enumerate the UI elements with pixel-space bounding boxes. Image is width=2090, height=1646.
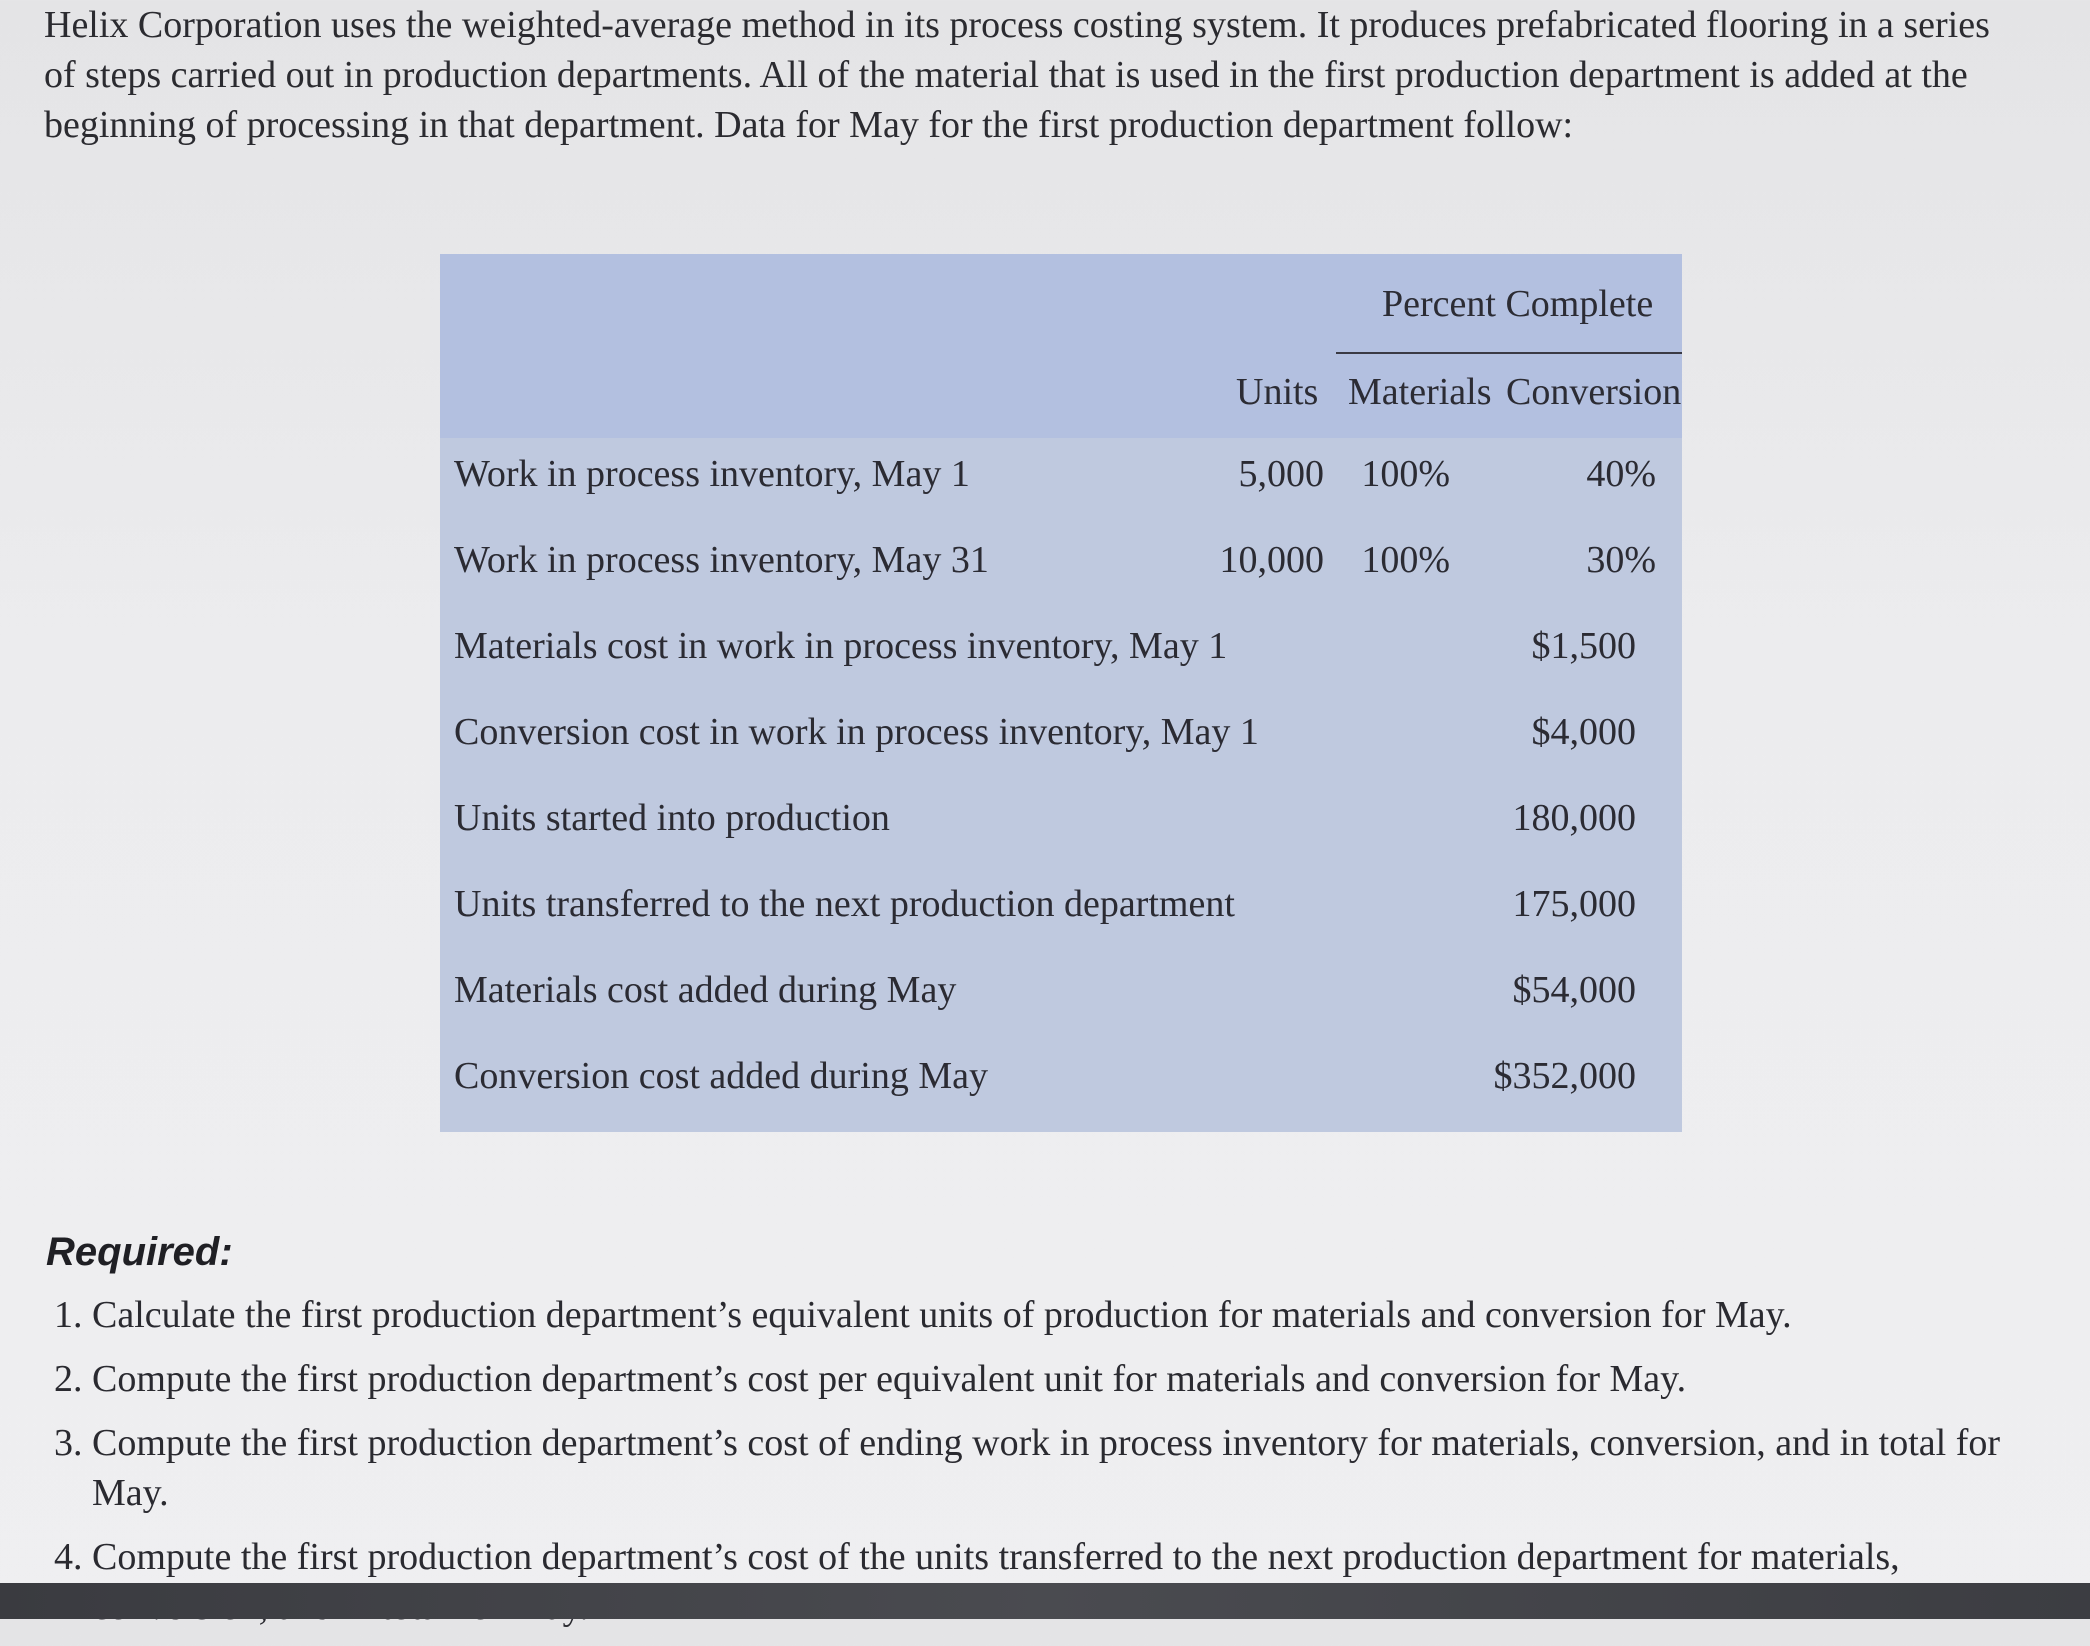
list-item [54,1290,2044,1340]
table-row [440,782,1682,868]
table-row [440,610,1682,696]
monitor-bezel [0,1583,2090,1619]
row-label: Work in process inventory, May 1 [454,453,970,495]
materials-cell: 100% [1361,453,1450,495]
conversion-cell: 30% [1586,539,1656,581]
units-cell: 5,000 [1238,453,1324,495]
value-cell: 175,000 [1512,883,1636,925]
row-label: Units started into production [454,797,890,839]
list-item [54,1418,2044,1518]
units-cell: 10,000 [1219,539,1324,581]
row-label: Work in process inventory, May 31 [454,539,989,581]
header-rule [1336,352,1682,354]
table-row [440,696,1682,782]
list-item [54,1354,2044,1404]
table-row [440,954,1682,1040]
data-table [440,254,1682,1132]
conversion-cell: 40% [1586,453,1656,495]
value-cell: $4,000 [1531,711,1636,753]
item-number: 2. [54,1358,83,1400]
item-text: Compute the first production department’s cost of ending work in process inventory for materials, conversion, and in total for May. [92,1422,2000,1514]
row-label: Materials cost added during May [454,969,957,1011]
table-row [440,524,1682,610]
column-header-conversion: Conversion [1506,371,1682,413]
item-text: Compute the first production department’s cost of the units transferred to the next production department for materials, [92,1536,1900,1578]
percent-complete-header: Percent Complete [1382,283,1654,325]
value-cell: $1,500 [1531,625,1636,667]
table-row [440,438,1682,524]
required-heading: Required: [46,1230,233,1274]
row-label: Materials cost in work in process inventory, May 1 [454,625,1228,667]
materials-cell: 100% [1361,539,1450,581]
problem-intro: Helix Corporation uses the weighted-average method in its process costing system. It produces prefabricated flooring in a series of steps carried out in production departments. All of the material that is used in the first production department is added at the beginning of processing in that department. Data for May for the first production department follow: [44,4,1990,146]
item-number: 1. [54,1294,83,1336]
table-header [440,254,1682,438]
row-label: Conversion cost in work in process inventory, May 1 [454,711,1259,753]
item-number: 3. [54,1422,83,1464]
item-text: Calculate the first production department’s equivalent units of production for materials and conversion for May. [92,1294,1792,1336]
value-cell: $54,000 [1512,969,1636,1011]
row-label: Units transferred to the next production department [454,883,1235,925]
item-number: 4. [54,1536,83,1578]
value-cell: 180,000 [1512,797,1636,839]
table-row [440,1040,1682,1126]
column-header-units: Units [1236,371,1319,413]
table-row [440,868,1682,954]
column-header-materials: Materials [1348,371,1492,413]
value-cell: $352,000 [1493,1055,1636,1097]
item-text: Compute the first production department’s cost per equivalent unit for materials and conversion for May. [92,1358,1687,1400]
row-label: Conversion cost added during May [454,1055,989,1097]
